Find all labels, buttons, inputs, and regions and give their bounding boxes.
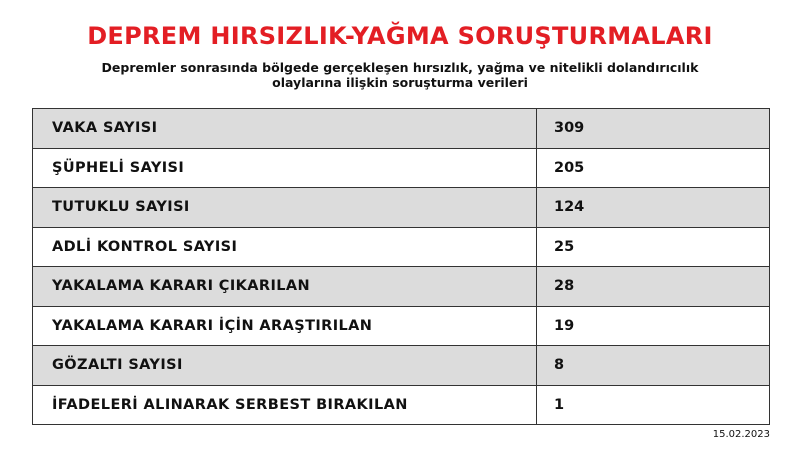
table-row — [33, 307, 770, 347]
table-row — [33, 346, 770, 386]
table-row — [33, 267, 770, 307]
row-value: 8 — [537, 346, 770, 385]
row-value: 124 — [537, 188, 770, 227]
row-label: TUTUKLU SAYISI — [33, 188, 537, 227]
row-label: YAKALAMA KARARI ÇIKARILAN — [33, 267, 537, 306]
row-value: 1 — [537, 386, 770, 425]
table-row — [33, 188, 770, 228]
table-row — [33, 149, 770, 189]
row-value: 19 — [537, 307, 770, 346]
row-value: 205 — [537, 149, 770, 188]
row-label: YAKALAMA KARARI İÇİN ARAŞTIRILAN — [33, 307, 537, 346]
row-label: VAKA SAYISI — [33, 109, 537, 148]
table-row — [33, 228, 770, 268]
subtitle — [0, 60, 800, 90]
table-row — [33, 109, 770, 149]
row-value: 25 — [537, 228, 770, 267]
date-label: 15.02.2023 — [712, 429, 770, 440]
row-label: İFADELERİ ALINARAK SERBEST BIRAKILAN — [33, 386, 537, 425]
statistics-table — [32, 108, 770, 425]
row-label: GÖZALTI SAYISI — [33, 346, 537, 385]
row-value: 28 — [537, 267, 770, 306]
row-label: ŞÜPHELİ SAYISI — [33, 149, 537, 188]
page-title: DEPREM HIRSIZLIK-YAĞMA SORUŞTURMALARI — [87, 22, 713, 50]
subtitle-line-2: olaylarına ilişkin soruşturma verileri — [272, 75, 528, 90]
row-value: 309 — [537, 109, 770, 148]
table-row — [33, 386, 770, 426]
subtitle-line-1: Depremler sonrasında bölgede gerçekleşen hırsızlık, yağma ve nitelikli dolandırıcılık — [101, 60, 699, 75]
row-label: ADLİ KONTROL SAYISI — [33, 228, 537, 267]
